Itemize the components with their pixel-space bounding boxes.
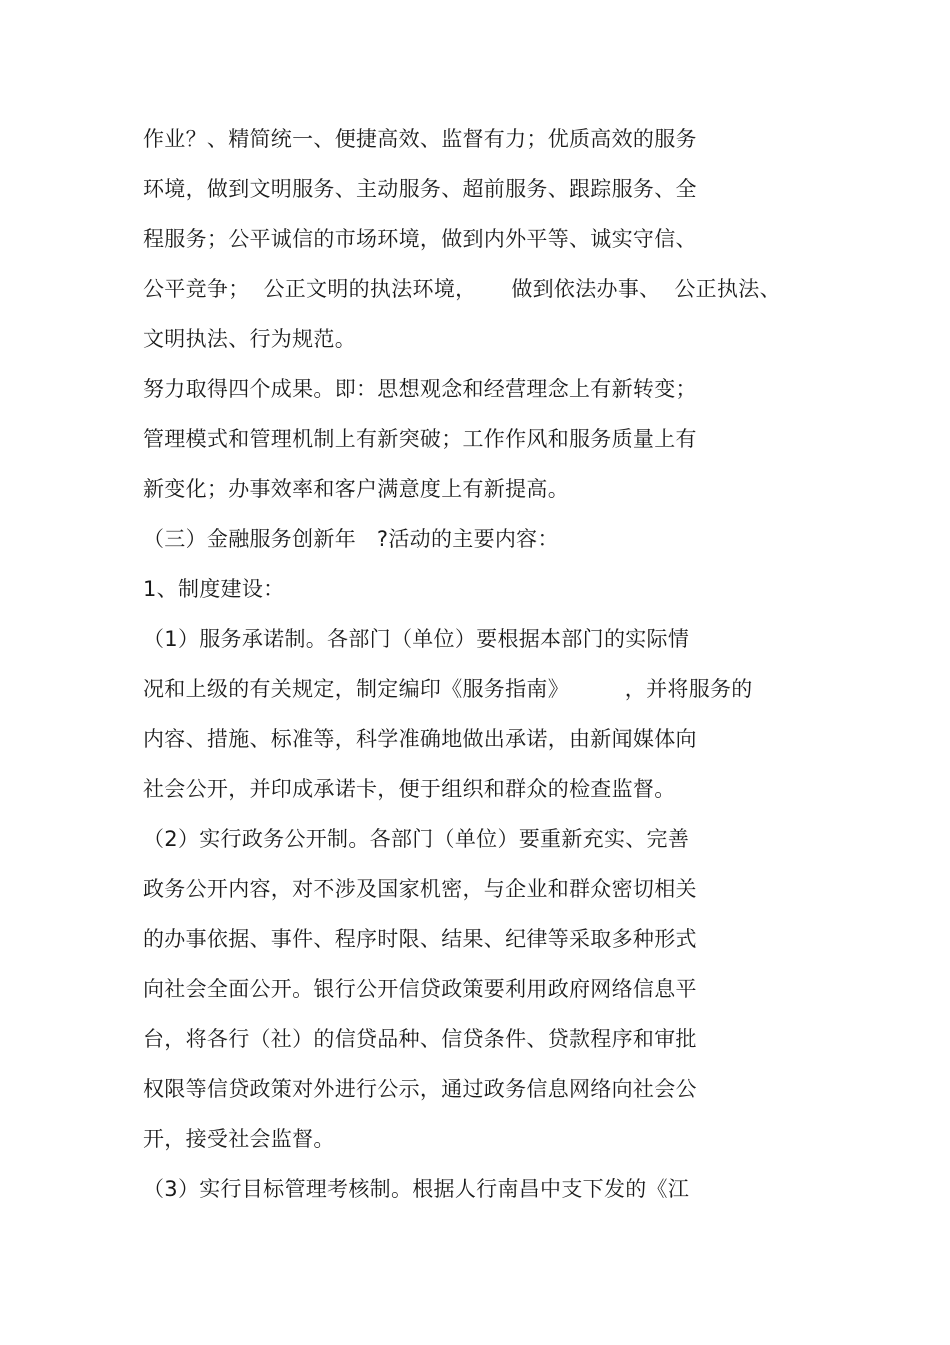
text-line: 管理模式和管理机制上有新突破；工作作风和服务质量上有 [143, 427, 697, 451]
text-line: 权限等信贷政策对外进行公示，通过政务信息网络向社会公 [143, 1077, 697, 1101]
text-line: 社会公开，并印成承诺卡，便于组织和群众的检查监督。 [143, 777, 676, 801]
text-line: 向社会全面公开。银行公开信贷政策要利用政府网络信息平 [143, 977, 697, 1001]
text-line: 公平竞争； 公正文明的执法环境， 做到依法办事、 公正执法、 [143, 277, 781, 301]
text-line: 况和上级的有关规定，制定编印《服务指南》 ，并将服务的 [143, 677, 753, 701]
text-line: 文明执法、行为规范。 [143, 327, 356, 351]
text-line: 努力取得四个成果。即：思想观念和经营理念上有新转变； [143, 377, 697, 401]
subsection-heading: 1、制度建设： [143, 577, 285, 601]
text-line: 台，将各行（社）的信贷品种、信贷条件、贷款程序和审批 [143, 1027, 697, 1051]
text-line: 的办事依据、事件、程序时限、结果、纪律等采取多种形式 [143, 927, 697, 951]
text-line: （3）实行目标管理考核制。根据人行南昌中支下发的《江 [143, 1177, 690, 1201]
text-line: 程服务；公平诚信的市场环境，做到内外平等、诚实守信、 [143, 227, 697, 251]
text-line: 环境，做到文明服务、主动服务、超前服务、跟踪服务、全 [143, 177, 697, 201]
text-line: （1）服务承诺制。各部门（单位）要根据本部门的实际情 [143, 627, 690, 651]
text-line: 内容、措施、标准等，科学准确地做出承诺，由新闻媒体向 [143, 727, 697, 751]
section-heading: （三）金融服务创新年 ?活动的主要内容： [143, 527, 559, 551]
text-line: 新变化；办事效率和客户满意度上有新提高。 [143, 477, 569, 501]
text-line: 开，接受社会监督。 [143, 1127, 335, 1151]
text-line: 作业？、精简统一、便捷高效、监督有力；优质高效的服务 [143, 127, 697, 151]
text-line: （2）实行政务公开制。各部门（单位）要重新充实、完善 [143, 827, 690, 851]
text-line: 政务公开内容，对不涉及国家机密，与企业和群众密切相关 [143, 877, 697, 901]
